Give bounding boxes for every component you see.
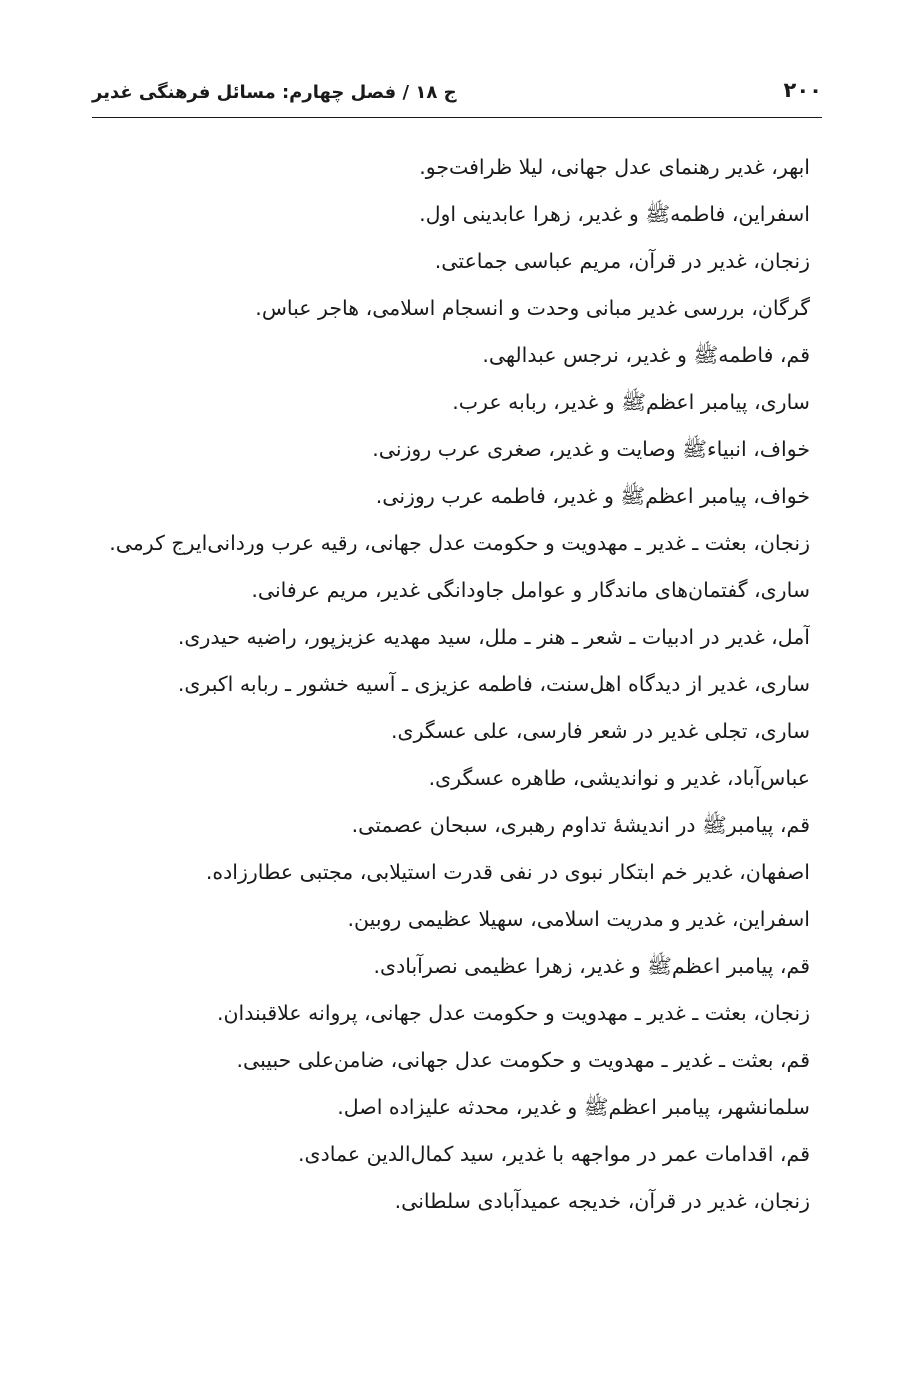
list-item: ابهر، غدیر رهنمای عدل جهانی، لیلا ظرافت‌جو. xyxy=(419,155,810,179)
list-item: قم، فاطمه‌ﷺ و غدیر، نرجس عبدالهی. xyxy=(482,343,810,367)
list-item: اصفهان، غدیر خم ابتکار نبوی در نفی قدرت استیلابی، مجتبی عطارزاده. xyxy=(205,860,810,884)
list-item: ساری، غدیر از دیدگاه اهل‌سنت، فاطمه عزیزی ـ آسیه خشور ـ ربابه اکبری. xyxy=(177,672,810,696)
running-head: ج ۱۸ / فصل چهارم: مسائل فرهنگی غدیر xyxy=(92,82,457,103)
list-item: اسفراین، غدیر و مدریت اسلامی، سهیلا عظیمی روبین. xyxy=(347,907,810,931)
list-item: زنجان، غدیر در قرآن، مریم عباسی جماعتی. xyxy=(434,249,810,273)
list-item: عباس‌آباد، غدیر و نواندیشی، طاهره عسگری. xyxy=(428,766,810,790)
list-item: ساری، پیامبر اعظم‌ﷺ و غدیر، ربابه عرب. xyxy=(452,390,810,414)
list-item: خواف، پیامبر اعظم‌ﷺ و غدیر، فاطمه عرب روزنی. xyxy=(375,484,810,508)
list-item: ساری، گفتمان‌های ماندگار و عوامل جاودانگی غدیر، مریم عرفانی. xyxy=(251,578,810,602)
list-item: آمل، غدیر در ادبیات ـ شعر ـ هنر ـ ملل، سید مهدیه عزیزپور، راضیه حیدری. xyxy=(177,625,810,649)
list-item: ساری، تجلی غدیر در شعر فارسی، علی عسگری. xyxy=(391,719,810,743)
list-item: قم، اقدامات عمر در مواجهه با غدیر، سید کمال‌الدین عمادی. xyxy=(298,1142,810,1166)
list-item: زنجان، بعثت ـ غدیر ـ مهدویت و حکومت عدل جهانی، رقیه عرب وردانی‌ایرج کرمی. xyxy=(109,531,810,555)
list-item: خواف، انبیاء‌ﷺ وصایت و غدیر، صغری عرب روزنی. xyxy=(372,437,810,461)
list-item: قم، پیامبر اعظم‌ﷺ و غدیر، زهرا عظیمی نصرآبادی. xyxy=(373,954,810,978)
list-item: اسفراین، فاطمه‌ﷺ و غدیر، زهرا عابدینی اول. xyxy=(419,202,810,226)
list-item: سلمانشهر، پیامبر اعظم‌ﷺ و غدیر، محدثه علیزاده اصل. xyxy=(337,1095,810,1119)
entry-list xyxy=(92,144,810,1225)
list-item: گرگان، بررسی غدیر مبانی وحدت و انسجام اسلامی، هاجر عباس. xyxy=(255,296,810,320)
header-rule xyxy=(92,117,822,118)
page-header xyxy=(92,74,822,118)
page-number: ۲۰۰ xyxy=(783,78,822,102)
list-item: قم، پیامبر‌ﷺ در اندیشهٔ تداوم رهبری، سبحان عصمتی. xyxy=(351,813,810,837)
list-item: قم، بعثت ـ غدیر ـ مهدویت و حکومت عدل جهانی، ضامن‌علی حبیبی. xyxy=(236,1048,810,1072)
list-item: زنجان، غدیر در قرآن، خدیجه عمیدآبادی سلطانی. xyxy=(394,1189,810,1213)
list-item: زنجان، بعثت ـ غدیر ـ مهدویت و حکومت عدل جهانی، پروانه علاقبندان. xyxy=(216,1001,810,1025)
